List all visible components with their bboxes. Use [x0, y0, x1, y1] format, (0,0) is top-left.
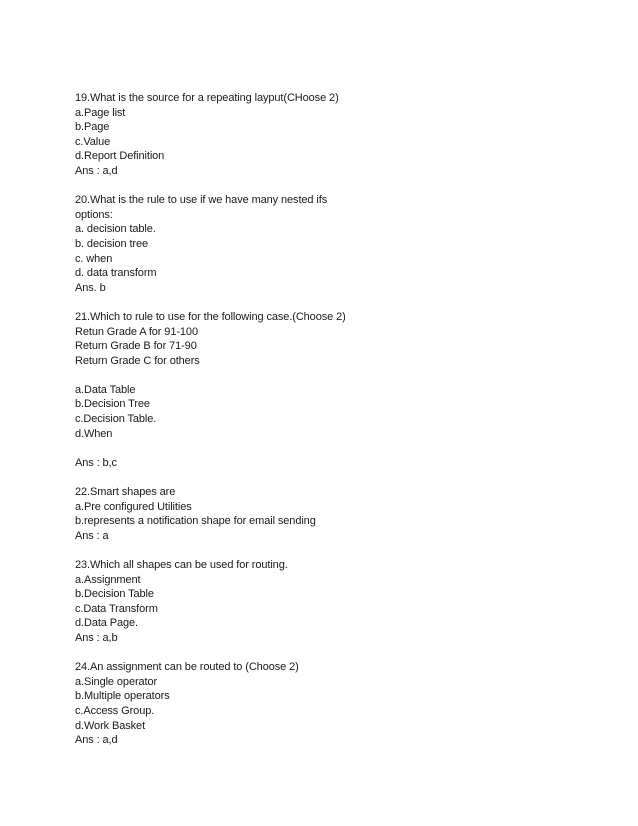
option-b: b.represents a notification shape for email sending — [75, 515, 316, 528]
question-text: 23.Which all shapes can be used for routing. — [75, 559, 288, 571]
option-b: b.Page — [75, 121, 110, 134]
question-22 — [75, 485, 595, 543]
question-23 — [75, 558, 595, 646]
option-a: a.Page list — [75, 106, 126, 119]
option-b: b. decision tree — [75, 237, 148, 250]
option-c: c.Value — [75, 135, 111, 148]
answer-text: Ans : a,d — [75, 164, 118, 177]
option-c: c.Decision Table. — [75, 413, 157, 426]
option-b: b.Decision Tree — [75, 398, 150, 411]
option-a: a.Pre configured Utilities — [75, 500, 192, 513]
blank-line — [75, 368, 595, 383]
option-d: d.When — [75, 427, 113, 440]
option-c: c.Data Transform — [75, 602, 158, 615]
answer-text: Ans : a,b — [75, 631, 118, 644]
option-b: b.Decision Table — [75, 588, 154, 601]
option-a: a.Data Table — [75, 383, 136, 396]
case-line: Return Grade C for others — [75, 354, 200, 367]
question-20 — [75, 193, 595, 295]
answer-text: Ans : a — [75, 529, 109, 542]
answer-text: Ans. b — [75, 281, 106, 294]
question-text: 20.What is the rule to use if we have many nested ifs — [75, 194, 328, 207]
blank-line — [75, 441, 595, 456]
option-a: a.Assignment — [75, 573, 141, 586]
case-line: Retun Grade A for 91-100 — [75, 325, 198, 338]
question-text: 24.An assignment can be routed to (Choose 2) — [75, 661, 299, 674]
option-d: d. data transform — [75, 267, 157, 280]
answer-text: Ans : a,d — [75, 734, 118, 747]
question-text: 21.Which to rule to use for the following case.(Choose 2) — [75, 310, 346, 323]
question-text: 22.Smart shapes are — [75, 486, 176, 499]
document-body — [75, 91, 595, 762]
option-a: a. decision table. — [75, 223, 156, 236]
option-c: c. when — [75, 252, 113, 265]
question-19 — [75, 91, 595, 179]
option-d: d.Data Page. — [75, 617, 139, 630]
question-text-continued: options: — [75, 208, 113, 221]
option-c: c.Access Group. — [75, 704, 155, 717]
question-24 — [75, 660, 595, 748]
option-d: d.Report Definition — [75, 150, 165, 163]
question-text: 19.What is the source for a repeating layput(CHoose 2) — [75, 92, 339, 104]
option-a: a.Single operator — [75, 675, 158, 688]
question-21 — [75, 310, 595, 471]
case-line: Return Grade B for 71-90 — [75, 340, 197, 353]
option-b: b.Multiple operators — [75, 690, 170, 703]
option-d: d.Work Basket — [75, 719, 146, 732]
answer-text: Ans : b,c — [75, 456, 117, 469]
